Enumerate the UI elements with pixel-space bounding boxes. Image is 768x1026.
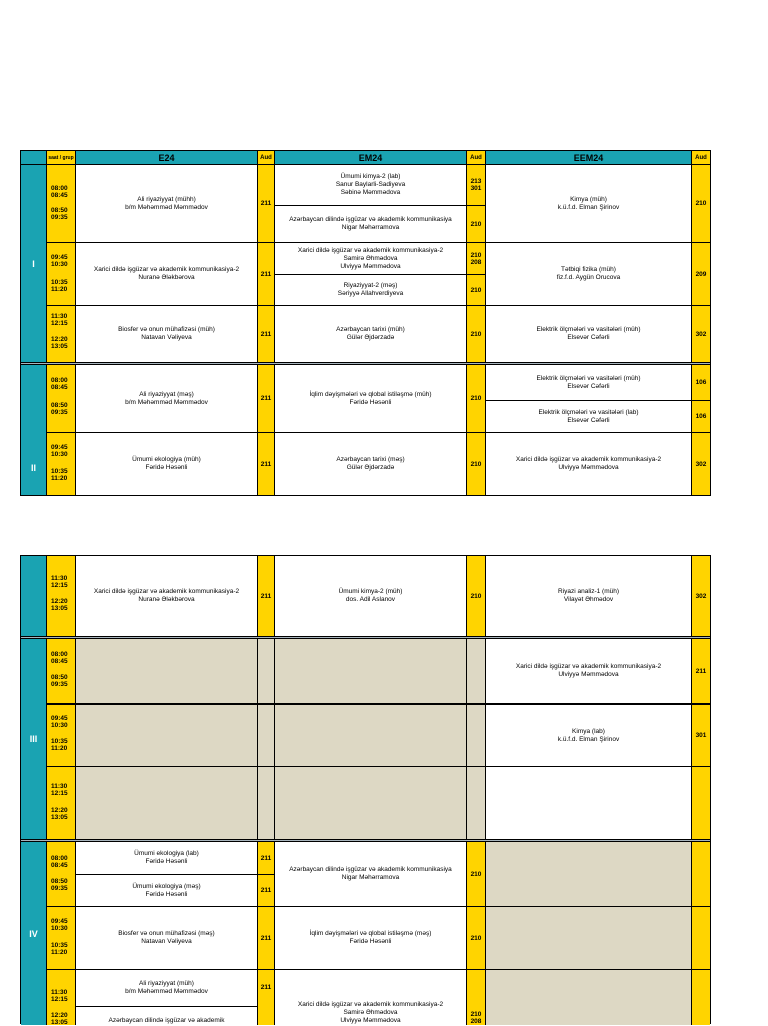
class-cell: Elektrik ölçmələri və vasitələri (müh) Elsevər Cəfərli: [486, 365, 692, 400]
aud-cell: 301: [692, 705, 710, 766]
empty-cell: [275, 705, 467, 766]
day-label: I: [21, 165, 47, 362]
aud-cell: 210: [467, 365, 486, 432]
empty-cell: [486, 907, 692, 969]
day-header: [21, 151, 47, 164]
aud-cell: 210 208: [467, 970, 486, 1025]
group-header-eem24: EEM24: [486, 151, 692, 164]
empty-cell: [76, 705, 258, 766]
class-cell: Azərbaycan dilində işgüzar və akademik: [76, 1007, 258, 1025]
time-slot: 09:45 10:30 10:35 11:20: [47, 243, 76, 305]
empty-aud-cell: [467, 767, 486, 839]
aud-cell: 106: [692, 401, 710, 432]
empty-cell: [76, 639, 258, 703]
time-group-header: saat / grup: [47, 151, 76, 164]
class-cell: Elektrik ölçmələri və vasitələri (lab) Elsevər Cəfərli: [486, 401, 692, 432]
class-cell: İqlim dəyişmələri və qlobal istiləşmə (məş) Fəridə Həsənli: [275, 907, 467, 969]
class-cell: Ümumi kimya-2 (lab) Sanur Baylarli-Sadiyeva Səbinə Məmmədova: [275, 165, 467, 205]
class-cell: Tətbiqi fizika (müh) fiz.f.d. Aygün Orucova: [486, 243, 692, 305]
class-cell: Azərbaycan tarixi (müh) Gülər Əjdərzadə: [275, 306, 467, 362]
aud-cell: 211: [258, 306, 275, 362]
class-cell: Xarici dildə işgüzar və akademik kommunikasiya-2 Ulviyyə Məmmədova: [486, 433, 692, 495]
class-cell: Ümumi ekologiya (müh) Fəridə Həsənli: [76, 433, 258, 495]
aud-cell: 211: [258, 842, 275, 874]
class-cell: Xarici dildə işgüzar və akademik kommunikasiya-2 Samirə Əhmədova Ulviyyə Məmmədova: [275, 243, 467, 274]
empty-aud-cell: [692, 842, 710, 906]
empty-cell: [76, 767, 258, 839]
aud-cell: 213 301: [467, 165, 486, 205]
aud-cell: 210: [467, 206, 486, 242]
aud-cell: 210: [467, 433, 486, 495]
empty-aud-cell: [258, 639, 275, 703]
time-slot: 11:30 12:15 12:20 13:05: [47, 970, 76, 1025]
aud-header: Aud: [467, 151, 486, 164]
aud-cell: [258, 1006, 275, 1025]
aud-cell: 211: [258, 243, 275, 305]
time-slot: 11:30 12:15 12:20 13:05: [47, 306, 76, 362]
class-cell: Biosfer və onun mühafizəsi (müh) Natavan Vəliyeva: [76, 306, 258, 362]
aud-cell: 210: [467, 556, 486, 636]
aud-cell: 211: [258, 970, 275, 1006]
time-slot: 11:30 12:15 12:20 13:05: [47, 767, 76, 839]
group-header-e24: E24: [76, 151, 258, 164]
time-slot: 08:00 08:45 08:50 09:35: [47, 165, 76, 242]
aud-cell: 106: [692, 365, 710, 400]
class-cell: Elektrik ölçmələri və vasitələri (müh) Elsevər Cəfərli: [486, 306, 692, 362]
aud-cell: 211: [258, 875, 275, 906]
class-cell: Xarici dildə işgüzar və akademik kommunikasiya-2 Ulviyyə Məmmədova: [486, 639, 692, 703]
class-cell: Riyazi analiz-1 (müh) Vilayət Əhmədov: [486, 556, 692, 636]
class-cell: Xarici dildə işgüzar və akademik kommunikasiya-2 Nuranə Ələkbərova: [76, 243, 258, 305]
aud-cell: 210: [467, 306, 486, 362]
class-cell: Xarici dildə işgüzar və akademik kommunikasiya-2 Samirə Əhmədova Ulviyyə Məmmədova: [275, 970, 467, 1025]
empty-cell: [275, 767, 467, 839]
empty-aud-cell: [467, 705, 486, 766]
time-slot: 08:00 08:45 08:50 09:35: [47, 639, 76, 703]
class-cell: Azərbaycan dilində işgüzar və akademik kommunikasiya Nigar Məhərramova: [275, 842, 467, 906]
empty-cell: [486, 970, 692, 1025]
aud-cell: 210: [692, 165, 710, 242]
class-cell: Biosfer və onun mühafizəsi (məş) Natavan Vəliyeva: [76, 907, 258, 969]
class-cell: Azərbaycan tarixi (məş) Gülər Əjdərzadə: [275, 433, 467, 495]
aud-cell: 211: [258, 907, 275, 969]
class-cell: Xarici dildə işgüzar və akademik kommunikasiya-2 Nuranə Ələkbərova: [76, 556, 258, 636]
empty-aud-cell: [258, 767, 275, 839]
class-cell: Ümumi ekologiya (lab) Fəridə Həsənli: [76, 842, 258, 874]
time-slot: 08:00 08:45 08:50 09:35: [47, 842, 76, 906]
class-cell: Ali riyaziyyat (məş) b/m Məhəmməd Məmmədov: [76, 365, 258, 432]
empty-cell: [275, 639, 467, 703]
day-label: IV: [21, 842, 47, 1025]
aud-cell: 211: [258, 165, 275, 242]
time-slot: 09:45 10:30 10:35 11:20: [47, 907, 76, 969]
day-label: III: [21, 639, 47, 839]
empty-aud-cell: [467, 639, 486, 703]
class-cell: Kimya (müh) k.ü.f.d. Elman Şirinov: [486, 165, 692, 242]
class-cell: Ümumi kimya-2 (müh) dos. Adil Aslanov: [275, 556, 467, 636]
time-slot: 09:45 10:30 10:35 11:20: [47, 705, 76, 766]
aud-cell: 210: [467, 842, 486, 906]
empty-cell: [486, 767, 692, 839]
class-cell: Ümumi ekologiya (məş) Fəridə Həsənli: [76, 875, 258, 906]
class-cell: İqlim dəyişmələri və qlobal istiləşmə (müh) Fəridə Həsənli: [275, 365, 467, 432]
group-header-em24: EM24: [275, 151, 467, 164]
schedule-table-2: [20, 555, 711, 1024]
empty-aud-cell: [692, 970, 710, 1025]
aud-header: Aud: [692, 151, 710, 164]
class-cell: Ali riyaziyyat (müh) b/m Məhəmməd Məmmədov: [76, 970, 258, 1006]
aud-cell: 211: [258, 556, 275, 636]
aud-cell: 211: [692, 639, 710, 703]
schedule-table-1: [20, 150, 711, 496]
day-label-continued: [21, 556, 47, 636]
day-label: II: [21, 365, 47, 495]
aud-cell: 211: [258, 365, 275, 432]
time-slot: 09:45 10:30 10:35 11:20: [47, 433, 76, 495]
empty-aud-cell: [692, 767, 710, 839]
aud-cell: 211: [258, 433, 275, 495]
aud-cell: 210: [467, 275, 486, 305]
time-slot: 11:30 12:15 12:20 13:05: [47, 556, 76, 636]
class-cell: Ali riyaziyyat (mühh) b/m Məhəmməd Məmmədov: [76, 165, 258, 242]
empty-cell: [486, 842, 692, 906]
aud-cell: 210 208: [467, 243, 486, 274]
aud-cell: 302: [692, 556, 710, 636]
aud-cell: 302: [692, 306, 710, 362]
class-cell: Riyaziyyat-2 (məş) Səriyyə Allahverdiyeva: [275, 275, 467, 305]
empty-aud-cell: [692, 907, 710, 969]
time-slot: 08:00 08:45 08:50 09:35: [47, 365, 76, 432]
aud-cell: 302: [692, 433, 710, 495]
class-cell: Kimya (lab) k.ü.f.d. Elman Şirinov: [486, 705, 692, 766]
aud-cell: 209: [692, 243, 710, 305]
class-cell: Azərbaycan dilində işgüzar və akademik kommunikasiya Nigar Məhərramova: [275, 206, 467, 242]
aud-cell: 210: [467, 907, 486, 969]
empty-aud-cell: [258, 705, 275, 766]
aud-header: Aud: [258, 151, 275, 164]
